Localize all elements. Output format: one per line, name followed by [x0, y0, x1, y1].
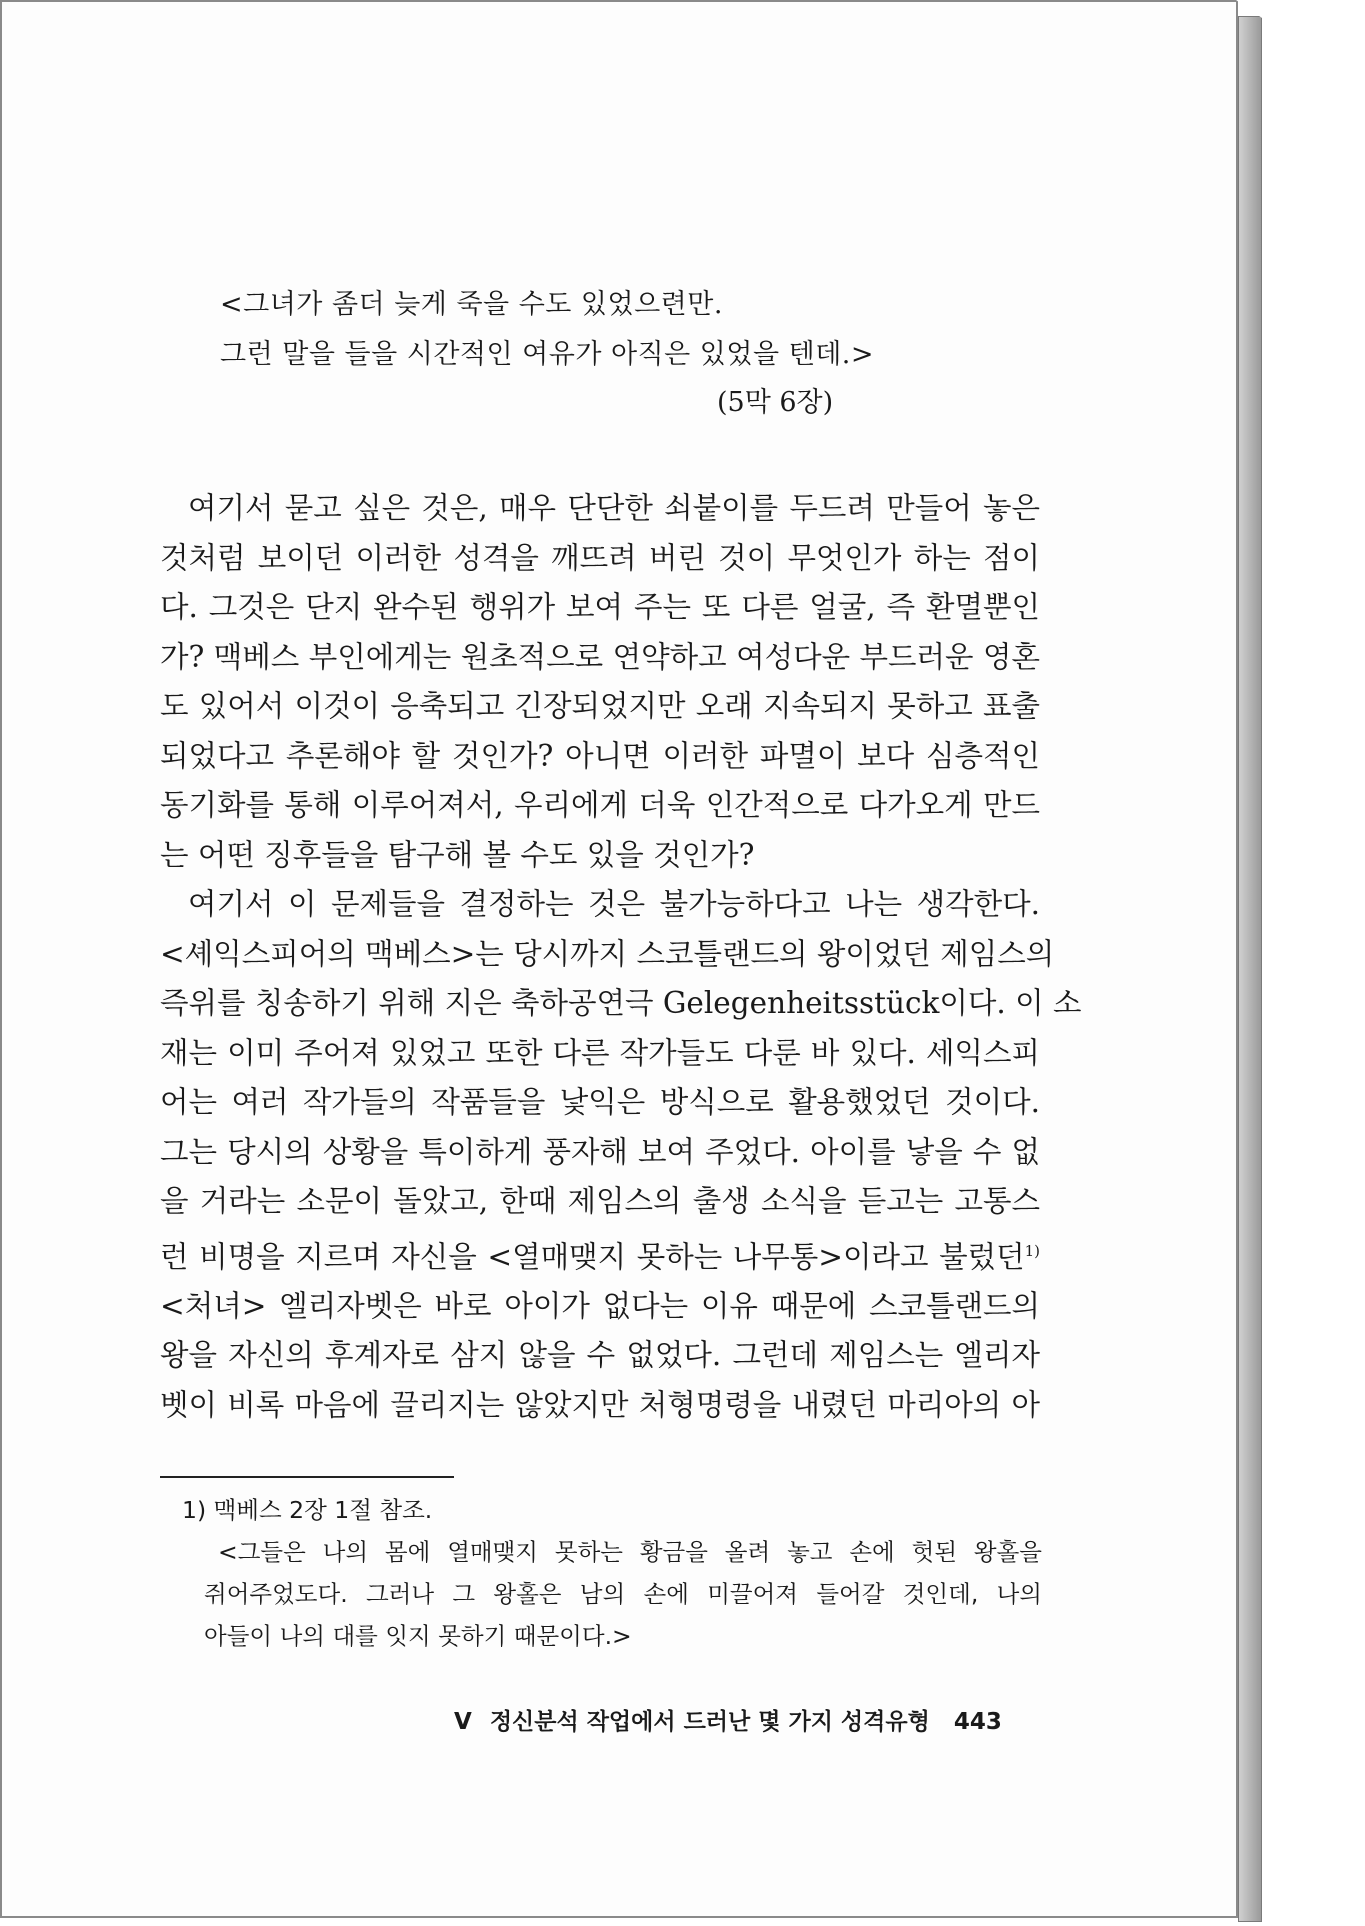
paragraph-line-text: 런 비명을 지르며 자신을 <열매맺지 못하는 나무통>이라고 불렀던 [160, 1239, 1025, 1274]
paragraph-line: 재는 이미 주어져 있었고 또한 다른 작가들도 다룬 바 있다. 세익스피 [160, 1035, 1040, 1070]
paragraph-line: 여기서 묻고 싶은 것은, 매우 단단한 쇠붙이를 두드려 만들어 놓은 [188, 491, 1040, 525]
page-stack-edge [1238, 16, 1262, 1922]
quote-line: 그런 말을 들을 시간적인 여유가 아직은 있었을 텐데.> [220, 339, 875, 370]
quote-line: <그녀가 좀더 늦게 죽을 수도 있었으련만. [220, 289, 723, 320]
quote-reference: (5막 6장) [717, 387, 834, 418]
footnote [182, 1489, 1042, 1657]
paragraph-line: 을 거라는 소문이 돌았고, 한때 제임스의 출생 소식을 듣고는 고통스 [160, 1184, 1040, 1218]
paragraph-line-with-footnote [160, 1227, 1040, 1282]
paragraph-line: 가? 맥베스 부인에게는 원초적으로 연약하고 여성다운 부드러운 영혼 [160, 639, 1040, 674]
paragraph-line: 되었다고 추론해야 할 것인가? 아니면 이러한 파멸이 보다 심층적인 [160, 738, 1040, 773]
footnote-line: 아들이 나의 대를 잇지 못하기 때문이다.> [204, 1622, 632, 1650]
page-corner [1236, 0, 1262, 18]
footnote-marker[interactable]: 1) [1024, 1241, 1040, 1260]
paragraph-line: 그는 당시의 상황을 특이하게 풍자해 보여 주었다. 아이를 낳을 수 없 [160, 1134, 1040, 1169]
paragraph-line: 왕을 자신의 후계자로 삼지 않을 수 없었다. 그런데 제임스는 엘리자 [160, 1338, 1040, 1373]
paragraph-line: <셰익스피어의 맥베스>는 당시까지 스코틀랜드의 왕이었던 제임스의 [160, 936, 1055, 971]
paragraph-line: 다. 그것은 단지 완수된 행위가 보여 주는 또 다른 얼굴, 즉 환멸뿐인 [160, 590, 1040, 624]
running-footer [454, 1702, 1002, 1742]
paragraph-line: 즉위를 칭송하기 위해 지은 축하공연극 Gelegenheitsstück이다. 이 소 [160, 986, 1082, 1020]
page-number: 443 [953, 1709, 1002, 1735]
paragraph-line: 벳이 비록 마음에 끌리지는 않았지만 처형명령을 내렸던 마리아의 아 [160, 1387, 1040, 1422]
chapter-title: 정신분석 작업에서 드러난 몇 가지 성격유형 [489, 1709, 930, 1735]
paragraph-line: 도 있어서 이것이 응축되고 긴장되었지만 오래 지속되지 못하고 표출 [160, 689, 1040, 723]
paragraph-line: <처녀> 엘리자벳은 바로 아이가 없다는 이유 때문에 스코틀랜드의 [160, 1288, 1040, 1323]
footnote-line: 쥐어주었도다. 그러나 그 왕홀은 남의 손에 미끌어져 들어갈 것인데, 나의 [204, 1580, 1042, 1608]
paragraph-line: 어는 여러 작가들의 작품들을 낯익은 방식으로 활용했었던 것이다. [160, 1085, 1040, 1119]
section-numeral: V [454, 1709, 472, 1735]
footnote-line: <그들은 나의 몸에 열매맺지 못하는 황금을 올려 놓고 손에 헛된 왕홀을 [218, 1538, 1042, 1566]
footnote-title: 1) 맥베스 2장 1절 참조. [182, 1496, 433, 1524]
paragraph-line: 는 어떤 징후들을 탐구해 볼 수도 있을 것인가? [160, 837, 755, 872]
paragraph-line: 것처럼 보이던 이러한 성격을 깨뜨려 버린 것이 무엇인가 하는 점이 [160, 540, 1040, 575]
paragraph-line: 동기화를 통해 이루어져서, 우리에게 더욱 인간적으로 다가오게 만드 [160, 788, 1040, 822]
block-quote [220, 280, 1040, 380]
paragraph-line: 여기서 이 문제들을 결정하는 것은 불가능하다고 나는 생각한다. [188, 887, 1040, 921]
footnote-divider [160, 1476, 454, 1478]
body-text [160, 484, 1082, 1430]
